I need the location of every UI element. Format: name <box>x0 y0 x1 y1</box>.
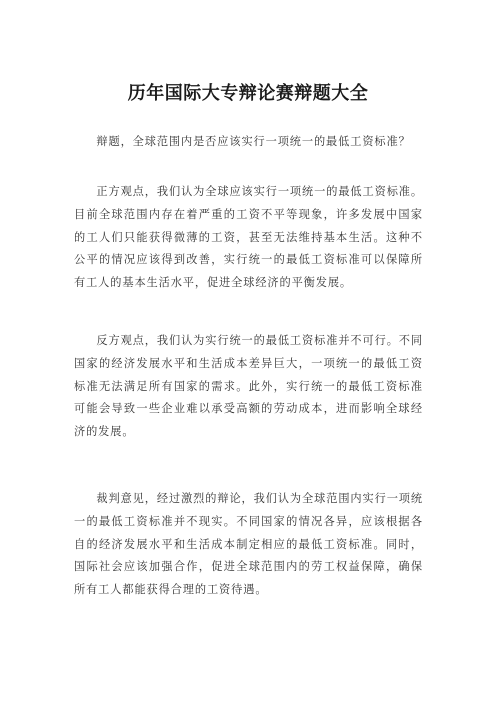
debate-question-paragraph: 辩题，全球范围内是否应该实行一项统一的最低工资标准？ <box>96 135 411 148</box>
judge-opinion-paragraph: 裁判意见，经过激烈的辩论，我们认为全球范围内实行一项统一的最低工资标准并不现实。不同国家的情况各异，应该根据各自的经济发展水平和生活成本制定相应的最低工资标准。同时，国际社会应该加强合作，促进全球范围内的劳工权益保障，确保所有工人都能获得合理的工资待遇。 <box>74 492 423 597</box>
affirmative-view-paragraph: 正方观点，我们认为全球应该实行一项统一的最低工资标准。目前全球范围内存在着严重的工资不平等现象，许多发展中国家的工人们只能获得微薄的工资，甚至无法维持基本生活。这种不公平的情况应该得到改善，实行统一的最低工资标准可以保障所有工人的基本生活水平，促进全球经济的平衡发展。 <box>74 185 423 290</box>
negative-view-paragraph: 反方观点，我们认为实行统一的最低工资标准并不可行。不同国家的经济发展水平和生活成本差异巨大，一项统一的最低工资标准无法满足所有国家的需求。此外，实行统一的最低工资标准可能会导致一些企业难以承受高额的劳动成本，进而影响全球经济的发展。 <box>74 334 423 439</box>
document-title: 历年国际大专辩论赛辩题大全 <box>127 83 369 104</box>
